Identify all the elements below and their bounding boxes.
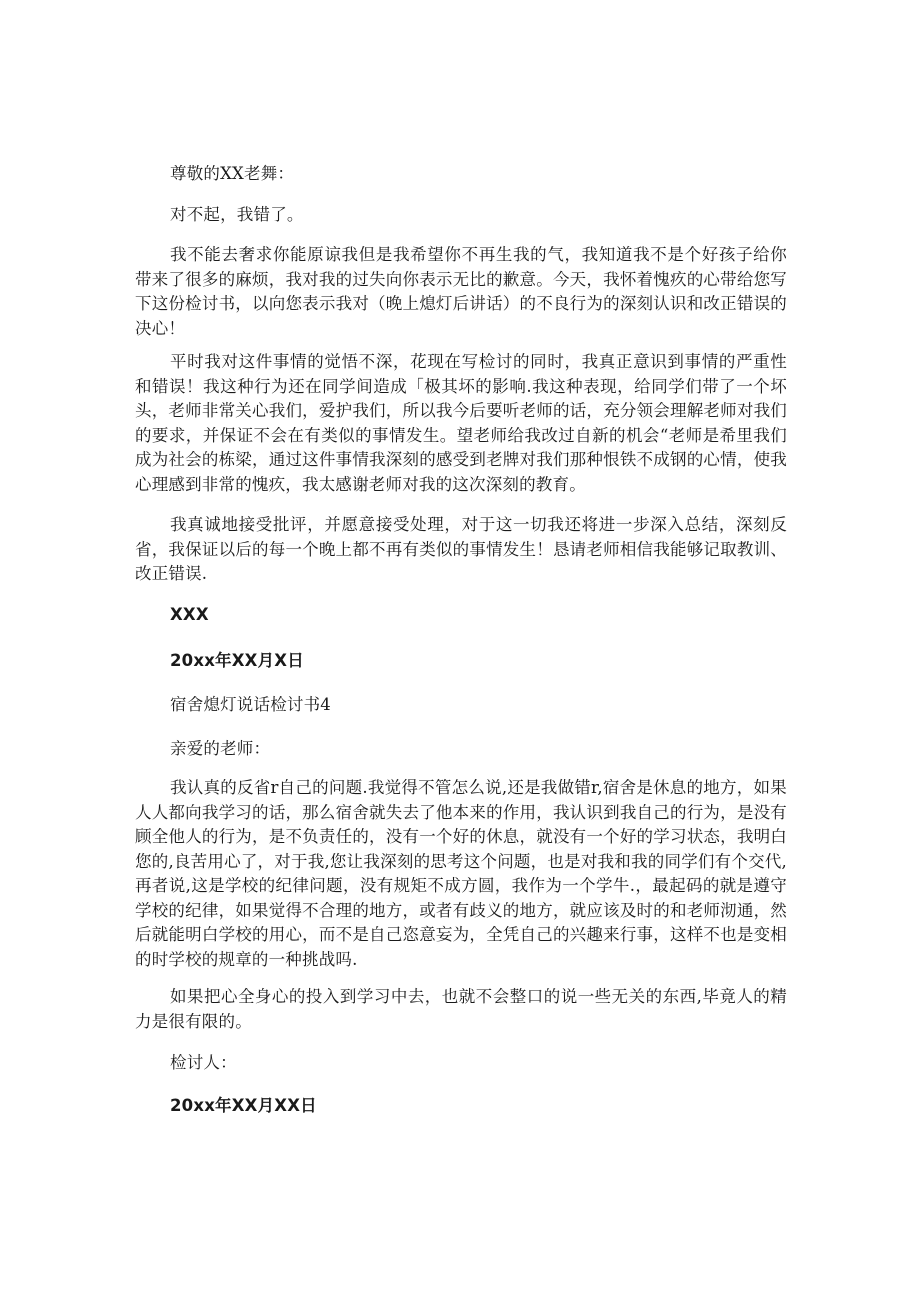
paragraph-4: 我认真的反省r自己的问题.我觉得不管怎么说,还是我做错r,宿舍是休息的地方，如果人人都向我学习的话，那么宿舍就失去了他本来的作用，我认识到我自己的行为，是没有顾全他人的行为，是不负责任的，没有一个好的休息，就没有一个好的学习状态，我明白您的,良苦用心了，对于我,您让我深刻的思考这个问题，也是对我和我的同学们有个交代,再者说,这是学校的纪律问题，没有规矩不成方圆，我作为一个学牛.，最起码的就是遵守学校的纪律，如果觉得不合理的地方，或者有歧义的地方，就应该及时的和老师沏通，然后就能明白学校的用心，而不是自己恣意妄为，全凭自己的兴趣来行事，这样不也是变相的时学校的规章的一种挑战吗. bbox=[135, 778, 787, 969]
date-2: 20xx年XX月XX日 bbox=[170, 1096, 317, 1115]
salutation-1: 尊敬的XX老舞： bbox=[170, 164, 295, 183]
paragraph-2: 平时我对这件事情的觉悟不深，花现在写检讨的同时，我真正意识到事情的严重性和错误！我这种行为还在同学间造成「极其坏的影响.我这种表现，给同学们带了一个坏头，老师非常关心我们，爱护我们，所以我今后要听老师的话，充分领会理解老师对我们的要求，并保证不会在有类似的事情发生。望老师给我改过自新的机会“老师是希里我们成为社会的栋梁，通过这件事情我深刻的感受到老牌对我们那种恨铁不成钢的心情，使我心理感到非常的愧疚，我太感谢老师对我的这次深刻的教育。 bbox=[135, 352, 787, 494]
apology-line: 对不起，我错了。 bbox=[170, 205, 304, 224]
date-1: 20xx年XX月X日 bbox=[170, 651, 304, 670]
salutation-2: 亲爱的老师： bbox=[170, 739, 271, 758]
section-title: 宿舍熄灯说话检讨书4 bbox=[170, 695, 331, 714]
paragraph-3: 我真诚地接受批评，并愿意接受处理，对于这一切我还将进一步深入总结，深刻反省，我保证以后的每一个晚上都不再有类似的事情发生！恳请老师相信我能够记取教训、改正错误. bbox=[135, 515, 787, 583]
reviewer-label: 检讨人： bbox=[170, 1053, 237, 1072]
paragraph-5: 如果把心全身心的投入到学习中去，也就不会整口的说一些无关的东西,毕竟人的精力是很有限的。 bbox=[135, 987, 787, 1031]
paragraph-1: 我不能去奢求你能原谅我但是我希望你不再生我的气，我知道我不是个好孩子给你带来了很多的麻烦，我对我的过失向你表示无比的歉意。今天，我怀着愧疚的心带给您写下这份检讨书，以向您表示我对（晚上熄灯后讲话）的不良行为的深刻认识和改正错误的决心！ bbox=[135, 245, 787, 338]
signature-1: XXX bbox=[170, 605, 209, 624]
